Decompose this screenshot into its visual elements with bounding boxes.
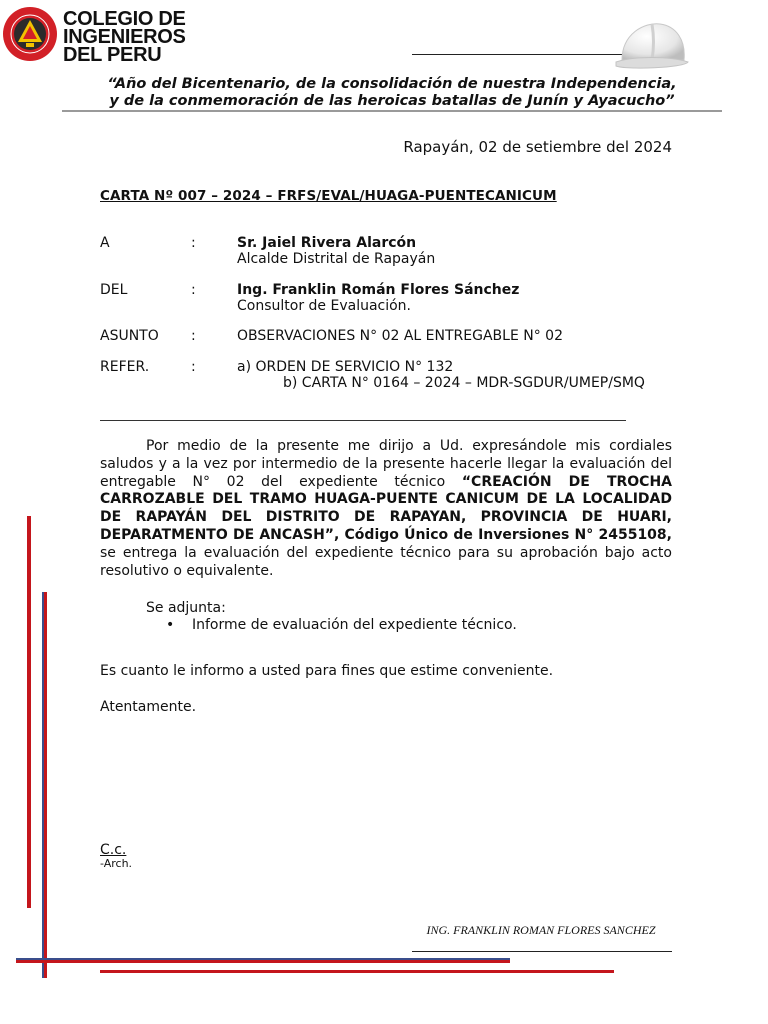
reference-item-b: b) CARTA N° 0164 – 2024 – MDR-SGDUR/UMEP/SMQ	[283, 375, 645, 391]
sender-name: Ing. Franklin Román Flores Sánchez	[237, 282, 520, 298]
body-paragraph	[100, 438, 672, 580]
sender-colon: :	[191, 282, 196, 298]
closing-sentence: Es cuanto le informo a usted para fines que estime conveniente.	[100, 663, 554, 679]
signature-name: ING. FRANKLIN ROMAN FLORES SANCHEZ	[426, 923, 656, 937]
subject-colon: :	[191, 328, 196, 344]
project-name: “CREACIÓN DE TROCHA CARROZABLE DEL TRAMO HUAGA-PUENTE CANICUM DE LA LOCALIDAD DE RAPAYÁN DEL DISTRITO DE RAPAYAN, PROVINCIA DE HUARI, DEPARATMENTO DE ANCASH”, Código Único de Inversiones N° 2455108,	[100, 473, 672, 543]
recipient-position: Alcalde Distrital de Rapayán	[237, 251, 436, 267]
body-outro: se entrega la evaluación del expediente técnico para su aprobación bajo acto resolutivo o equivalente.	[100, 544, 672, 579]
frame-red-vertical-2	[44, 592, 47, 978]
letter-date: Rapayán, 02 de setiembre del 2024	[403, 138, 672, 156]
cc-label: C.c.	[100, 842, 127, 858]
frame-red-horizontal-2	[100, 970, 614, 973]
signature-line	[412, 951, 672, 952]
cc-item: -Arch.	[100, 857, 133, 870]
body-intro: Por medio de la presente me dirijo a Ud. expresándole mis cordiales saludos y a la vez por intermedio de la presente hacerle llegar la evaluación del entregable N° 02 del expediente técnico	[100, 438, 672, 490]
attachment-item: Informe de evaluación del expediente técnico.	[192, 617, 517, 633]
reference-item-a: a) ORDEN DE SERVICIO N° 132	[237, 359, 454, 375]
bullet-icon: •	[166, 617, 175, 633]
subject-text: OBSERVACIONES N° 02 AL ENTREGABLE N° 02	[237, 328, 563, 344]
motto	[60, 76, 724, 110]
motto-line-1: “Año del Bicentenario, de la consolidación de nuestra Independencia,	[107, 76, 677, 92]
recipient-label: A	[100, 235, 110, 251]
attachments-label: Se adjunta:	[146, 600, 226, 616]
cip-seal-logo	[2, 6, 58, 62]
reference-row	[100, 359, 672, 393]
organization-name	[63, 10, 213, 64]
org-name-line-2: INGENIEROS	[63, 26, 186, 48]
frame-red-vertical	[27, 516, 31, 908]
reference-label: REFER.	[100, 359, 150, 375]
sender-label: DEL	[100, 282, 128, 298]
recipient-name: Sr. Jaiel Rivera Alarcón	[237, 235, 417, 251]
org-name-line-3: DEL PERU	[63, 44, 162, 66]
letter-reference-code: CARTA Nº 007 – 2024 – FRFS/EVAL/HUAGA-PUENTECANICUM	[100, 188, 557, 204]
header-rule	[62, 110, 722, 112]
subject-row	[100, 328, 672, 346]
sender-row	[100, 282, 672, 316]
safety-helmet-icon	[614, 16, 690, 80]
reference-colon: :	[191, 359, 196, 375]
separator-line	[100, 420, 626, 421]
subject-label: ASUNTO	[100, 328, 159, 344]
frame-red-horizontal	[16, 960, 510, 963]
motto-line-2: y de la conmemoración de las heroicas batallas de Junín y Ayacucho”	[109, 93, 675, 109]
sender-position: Consultor de Evaluación.	[237, 298, 412, 314]
salutation: Atentamente.	[100, 699, 197, 715]
org-name-line-1: COLEGIO DE	[63, 8, 186, 30]
recipient-colon: :	[191, 235, 196, 251]
recipient-row	[100, 235, 672, 269]
